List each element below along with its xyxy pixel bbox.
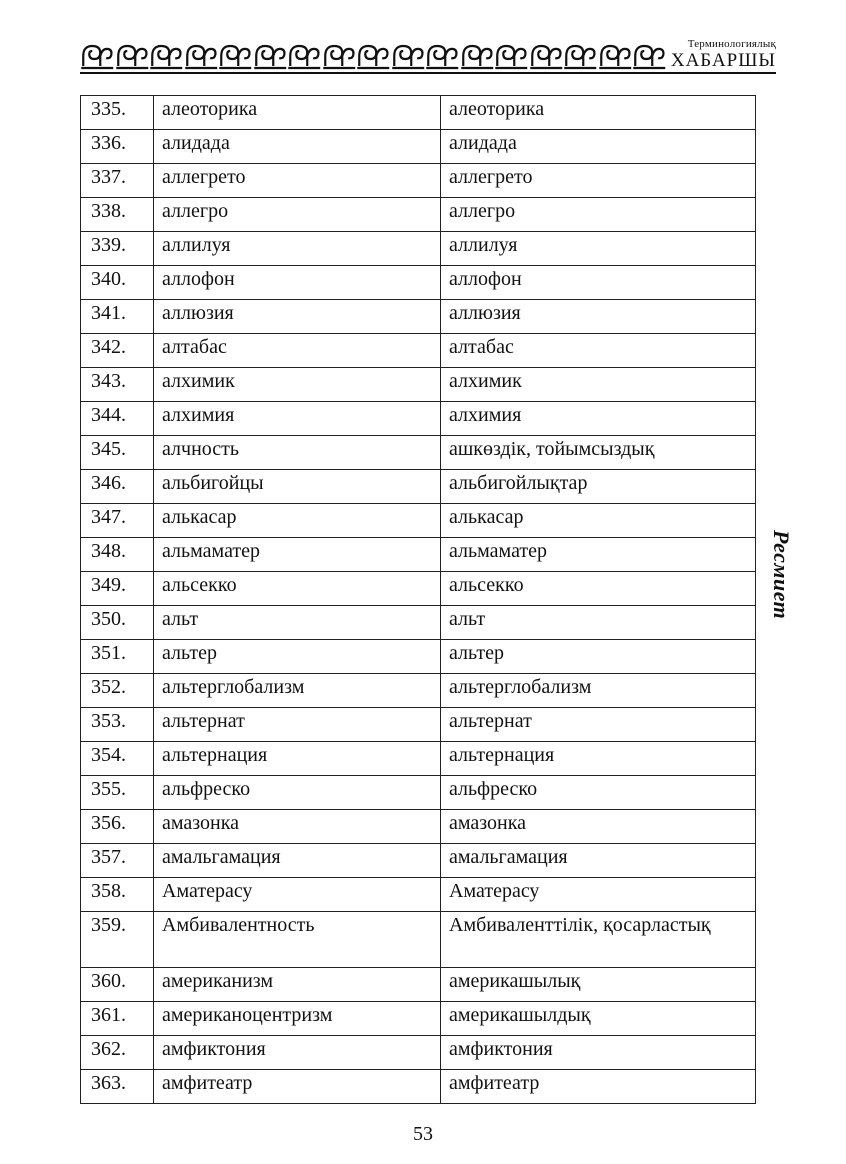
table-row — [81, 1002, 756, 1036]
term-number: 351. — [81, 640, 154, 674]
term-russian: альбигойцы — [154, 470, 441, 504]
term-russian: альт — [154, 606, 441, 640]
term-kazakh: альт — [441, 606, 756, 640]
term-kazakh: альтер — [441, 640, 756, 674]
table-row — [81, 266, 756, 300]
term-kazakh: америкашылық — [441, 968, 756, 1002]
term-russian: алькасар — [154, 504, 441, 538]
term-russian: американоцентризм — [154, 1002, 441, 1036]
term-kazakh: альбигойлықтар — [441, 470, 756, 504]
term-kazakh: Аматерасу — [441, 878, 756, 912]
term-russian: алтабас — [154, 334, 441, 368]
table-row — [81, 232, 756, 266]
term-kazakh: аллилуя — [441, 232, 756, 266]
table-row — [81, 912, 756, 968]
term-russian: алидада — [154, 130, 441, 164]
term-number: 336. — [81, 130, 154, 164]
term-number: 337. — [81, 164, 154, 198]
table-row — [81, 1036, 756, 1070]
term-number: 339. — [81, 232, 154, 266]
table-row — [81, 538, 756, 572]
table-row — [81, 674, 756, 708]
term-number: 340. — [81, 266, 154, 300]
term-kazakh: альтернация — [441, 742, 756, 776]
term-russian: альфреско — [154, 776, 441, 810]
term-russian: Аматерасу — [154, 878, 441, 912]
table-row — [81, 640, 756, 674]
term-number: 350. — [81, 606, 154, 640]
term-russian: алчность — [154, 436, 441, 470]
term-number: 357. — [81, 844, 154, 878]
term-russian: аллегрето — [154, 164, 441, 198]
term-number: 361. — [81, 1002, 154, 1036]
term-russian: аллилуя — [154, 232, 441, 266]
page-header — [80, 30, 776, 80]
table-row — [81, 198, 756, 232]
term-kazakh: аллегро — [441, 198, 756, 232]
term-number: 354. — [81, 742, 154, 776]
term-number: 353. — [81, 708, 154, 742]
term-kazakh: алькасар — [441, 504, 756, 538]
table-row — [81, 368, 756, 402]
table-row — [81, 844, 756, 878]
term-kazakh: америкашылдық — [441, 1002, 756, 1036]
term-kazakh: амальгамация — [441, 844, 756, 878]
term-russian: алеоторика — [154, 96, 441, 130]
side-section-label: Ресмиет — [769, 530, 794, 620]
term-number: 347. — [81, 504, 154, 538]
term-kazakh: алхимик — [441, 368, 756, 402]
table-row — [81, 776, 756, 810]
term-kazakh: альтернат — [441, 708, 756, 742]
term-kazakh: альфреско — [441, 776, 756, 810]
term-russian: альтернат — [154, 708, 441, 742]
table-row — [81, 436, 756, 470]
term-russian: аллюзия — [154, 300, 441, 334]
term-kazakh: амфитеатр — [441, 1070, 756, 1104]
term-russian: аллегро — [154, 198, 441, 232]
terms-table — [80, 95, 756, 1104]
term-russian: аллофон — [154, 266, 441, 300]
term-russian: амфитеатр — [154, 1070, 441, 1104]
scroll-ornament-icon — [80, 40, 668, 70]
term-russian: алхимик — [154, 368, 441, 402]
term-kazakh: аллюзия — [441, 300, 756, 334]
term-kazakh: аллегрето — [441, 164, 756, 198]
journal-title-main: ХАБАРШЫ — [670, 50, 776, 71]
table-row — [81, 402, 756, 436]
table-row — [81, 1070, 756, 1104]
table-row — [81, 300, 756, 334]
term-kazakh: амфиктония — [441, 1036, 756, 1070]
table-row — [81, 504, 756, 538]
journal-title-top: Терминологиялық — [687, 38, 776, 50]
term-russian: альмаматер — [154, 538, 441, 572]
term-number: 341. — [81, 300, 154, 334]
term-russian: Амбивалентность — [154, 912, 441, 968]
term-kazakh: алтабас — [441, 334, 756, 368]
term-number: 343. — [81, 368, 154, 402]
term-kazakh: альсекко — [441, 572, 756, 606]
term-russian: амфиктония — [154, 1036, 441, 1070]
term-number: 358. — [81, 878, 154, 912]
term-kazakh: амазонка — [441, 810, 756, 844]
term-russian: альтер — [154, 640, 441, 674]
term-number: 345. — [81, 436, 154, 470]
term-russian: амазонка — [154, 810, 441, 844]
term-kazakh: альмаматер — [441, 538, 756, 572]
table-row — [81, 470, 756, 504]
term-kazakh: Амбиваленттілік, қосарластық — [441, 912, 756, 968]
term-number: 355. — [81, 776, 154, 810]
page-number: 53 — [413, 1123, 433, 1145]
table-row — [81, 96, 756, 130]
term-number: 338. — [81, 198, 154, 232]
header-rule — [80, 72, 776, 74]
table-row — [81, 878, 756, 912]
term-kazakh: альтерглобализм — [441, 674, 756, 708]
term-russian: амальгамация — [154, 844, 441, 878]
table-row — [81, 968, 756, 1002]
term-number: 359. — [81, 912, 154, 968]
term-russian: алхимия — [154, 402, 441, 436]
term-number: 335. — [81, 96, 154, 130]
term-number: 352. — [81, 674, 154, 708]
term-number: 346. — [81, 470, 154, 504]
term-russian: американизм — [154, 968, 441, 1002]
term-number: 344. — [81, 402, 154, 436]
table-row — [81, 572, 756, 606]
table-row — [81, 130, 756, 164]
term-number: 360. — [81, 968, 154, 1002]
term-kazakh: алидада — [441, 130, 756, 164]
table-row — [81, 742, 756, 776]
term-number: 362. — [81, 1036, 154, 1070]
term-kazakh: алхимия — [441, 402, 756, 436]
term-number: 356. — [81, 810, 154, 844]
term-russian: альтернация — [154, 742, 441, 776]
term-russian: альтерглобализм — [154, 674, 441, 708]
table-row — [81, 334, 756, 368]
table-row — [81, 810, 756, 844]
term-kazakh: алеоторика — [441, 96, 756, 130]
term-number: 363. — [81, 1070, 154, 1104]
term-russian: альсекко — [154, 572, 441, 606]
term-kazakh: ашкөздік, тойымсыздық — [441, 436, 756, 470]
term-number: 342. — [81, 334, 154, 368]
term-kazakh: аллофон — [441, 266, 756, 300]
table-row — [81, 708, 756, 742]
term-number: 348. — [81, 538, 154, 572]
table-row — [81, 164, 756, 198]
term-number: 349. — [81, 572, 154, 606]
table-row — [81, 606, 756, 640]
